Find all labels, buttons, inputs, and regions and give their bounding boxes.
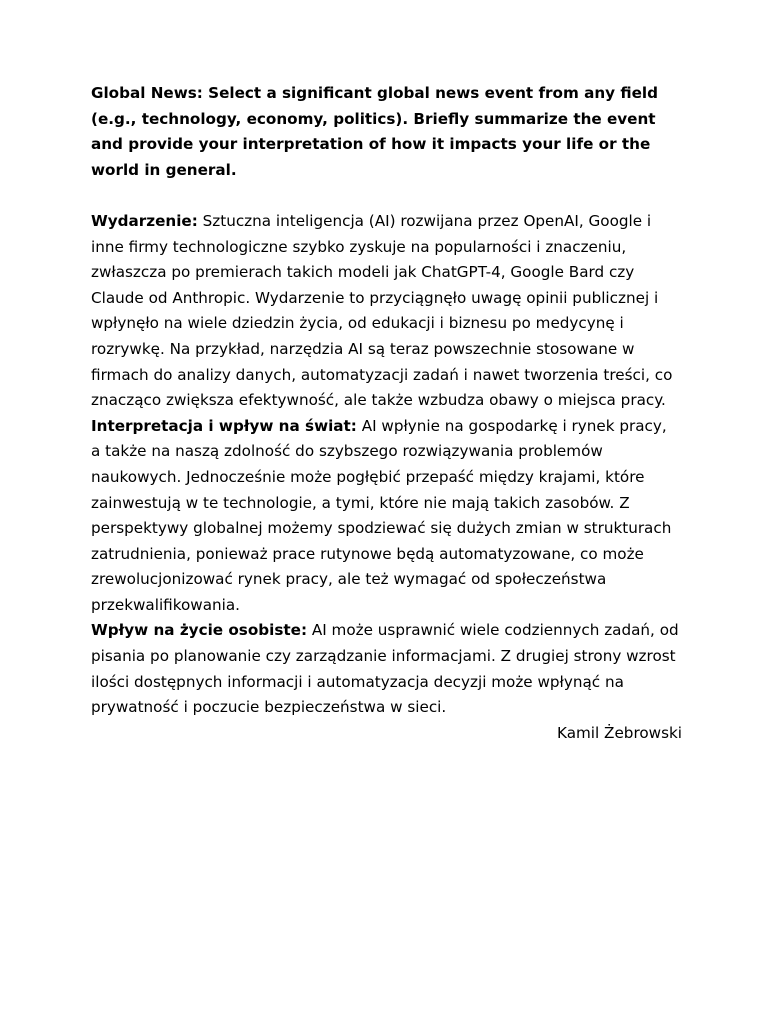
section-personal-impact (91, 618, 679, 720)
section-text-event: Sztuczna inteligencja (AI) rozwijana przez OpenAI, Google i inne firmy technologiczne szybko zyskuje na popularności i znaczeniu, zwłaszcza po premierach takich modeli jak ChatGPT-4, Google Bard czy Claude od Anthropic. Wydarzenie to przyciągnęło uwagę opinii publicznej i wpłynęło na wiele dziedzin życia, od edukacji i biznesu po medycynę i rozrywkę. Na przykład, narzędzia AI są teraz powszechnie stosowane w firmach do analizy danych, automatyzacji zadań i nawet tworzenia treści, co znacząco zwiększa efektywność, ale także wzbudza obawy o miejsca pracy. (91, 211, 673, 410)
author-signature: Kamil Żebrowski (557, 723, 682, 742)
section-event (91, 209, 679, 414)
section-label-event: Wydarzenie: (91, 211, 198, 230)
assignment-prompt: Global News: Select a significant global news event from any field (e.g., technology, economy, politics). Briefly summarize the event and provide your interpretation of how it impacts your life or the world in general. (91, 84, 658, 179)
section-text-personal-impact: AI może usprawnić wiele codziennych zadań, od pisania po planowanie czy zarządzanie informacjami. Z drugiej strony wzrost ilości dostępnych informacji i automatyzacja decyzji może wpłynąć na prywatność i poczucie bezpieczeństwa w sieci. (91, 621, 679, 717)
document-page (91, 81, 682, 746)
section-label-personal-impact: Wpływ na życie osobiste: (91, 621, 308, 640)
section-world-impact (91, 414, 679, 619)
section-text-world-impact: AI wpłynie na gospodarkę i rynek pracy, a także na naszą zdolność do szybszego rozwiązywania problemów naukowych. Jednocześnie może pogłębić przepaść między krajami, które zainwestują w te technologie, a tymi, które nie mają takich zasobów. Z perspektywy globalnej możemy spodziewać się dużych zmian w strukturach zatrudnienia, ponieważ prace rutynowe będą automatyzowane, co może zrewolucjonizować rynek pracy, ale też wymagać od społeczeństwa przekwalifikowania. (91, 416, 672, 614)
section-label-world-impact: Interpretacja i wpływ na świat: (91, 416, 357, 435)
blank-line (91, 183, 679, 209)
